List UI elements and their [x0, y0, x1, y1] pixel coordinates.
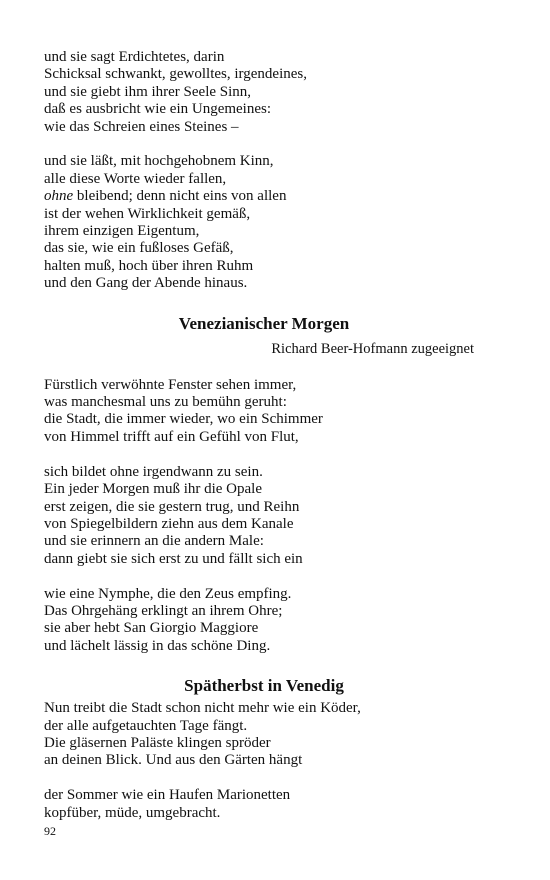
poem-line: ihrem einzigen Eigentum,	[44, 223, 200, 240]
page-body	[44, 49, 484, 822]
poem-line: alle diese Worte wieder fallen,	[44, 170, 227, 187]
stanza	[44, 49, 484, 136]
poem-line: halten muß, hoch über ihren Ruhm	[44, 257, 254, 274]
poem-title: Spätherbst in Venedig	[184, 676, 344, 696]
poem-line: und sie läßt, mit hochgehobnem Kinn,	[44, 153, 274, 170]
poem-line: und sie giebt ihm ihrer Seele Sinn,	[44, 83, 252, 100]
poem-line: der Sommer wie ein Haufen Marionetten	[44, 787, 291, 804]
poem-line: dann giebt sie sich erst zu und fällt sich ein	[44, 550, 303, 567]
poem-continuation	[44, 49, 484, 293]
poem-line-rest: bleibend; denn nicht eins von allen	[76, 188, 287, 205]
stanza	[44, 787, 484, 822]
poem-title: Venezianischer Morgen	[178, 313, 350, 333]
poem-line: die Stadt, die immer wieder, wo ein Schimmer	[44, 411, 323, 428]
poem-line: Die gläsernen Paläste klingen spröder	[44, 734, 271, 751]
stanza-gap	[44, 568, 484, 585]
poem-line: wie eine Nymphe, die den Zeus empfing.	[44, 585, 292, 602]
poem-venezianischer-morgen	[44, 313, 484, 655]
stanza	[44, 586, 484, 656]
poem-spaetherbst-in-venedig	[44, 675, 484, 822]
page-number: 92	[44, 824, 56, 838]
poem-line: sich bildet ohne irgendwann zu sein.	[44, 463, 263, 480]
poem-line: das sie, wie ein fußloses Gefäß,	[44, 240, 234, 257]
poem-line: und sie sagt Erdichtetes, darin	[44, 49, 225, 65]
poem-line: Fürstlich verwöhnte Fenster sehen immer,	[44, 376, 297, 393]
poem-line: daß es ausbricht wie ein Ungemeines:	[44, 101, 272, 118]
poem-line: an deinen Blick. Und aus den Gärten hängt	[44, 752, 303, 769]
stanza	[44, 464, 484, 568]
poem-line: was manchesmal uns zu bemühn geruht:	[44, 394, 287, 411]
poem-line: Ein jeder Morgen muß ihr die Opale	[44, 481, 262, 498]
stanza	[44, 377, 484, 447]
stanza	[44, 700, 484, 770]
poem-line: und den Gang der Abende hinaus.	[44, 275, 248, 292]
poem-line: erst zeigen, die sie gestern trug, und Reihn	[44, 498, 300, 515]
stanza	[44, 153, 484, 292]
italic-word: ohne	[44, 188, 74, 205]
poem-line: Nun treibt die Stadt schon nicht mehr wie ein Köder,	[44, 700, 361, 717]
stanza-gap	[44, 136, 484, 153]
poem-line: ist der wehen Wirklichkeit gemäß,	[44, 205, 251, 222]
poem-line: der alle aufgetauchten Tage fängt.	[44, 717, 248, 734]
stanza-gap	[44, 770, 484, 787]
poem-line: kopfüber, müde, umgebracht.	[44, 804, 221, 821]
poem-line: von Spiegelbildern ziehn aus dem Kanale	[44, 515, 294, 532]
poem-line: sie aber hebt San Giorgio Maggiore	[44, 620, 259, 637]
poem-line: Schicksal schwankt, gewolltes, irgendeines,	[44, 66, 307, 83]
dedication: Richard Beer-Hofmann zugeeignet	[271, 340, 474, 357]
poem-line	[44, 188, 484, 205]
poem-line: und sie erinnern an die andern Male:	[44, 533, 264, 550]
poem-line: wie das Schreien eines Steines –	[44, 118, 239, 135]
poem-line: von Himmel trifft auf ein Gefühl von Flut,	[44, 428, 299, 445]
poem-line: Das Ohrgehäng erklingt an ihrem Ohre;	[44, 602, 283, 619]
stanza-gap	[44, 446, 484, 463]
poem-line: und lächelt lässig in das schöne Ding.	[44, 637, 271, 654]
